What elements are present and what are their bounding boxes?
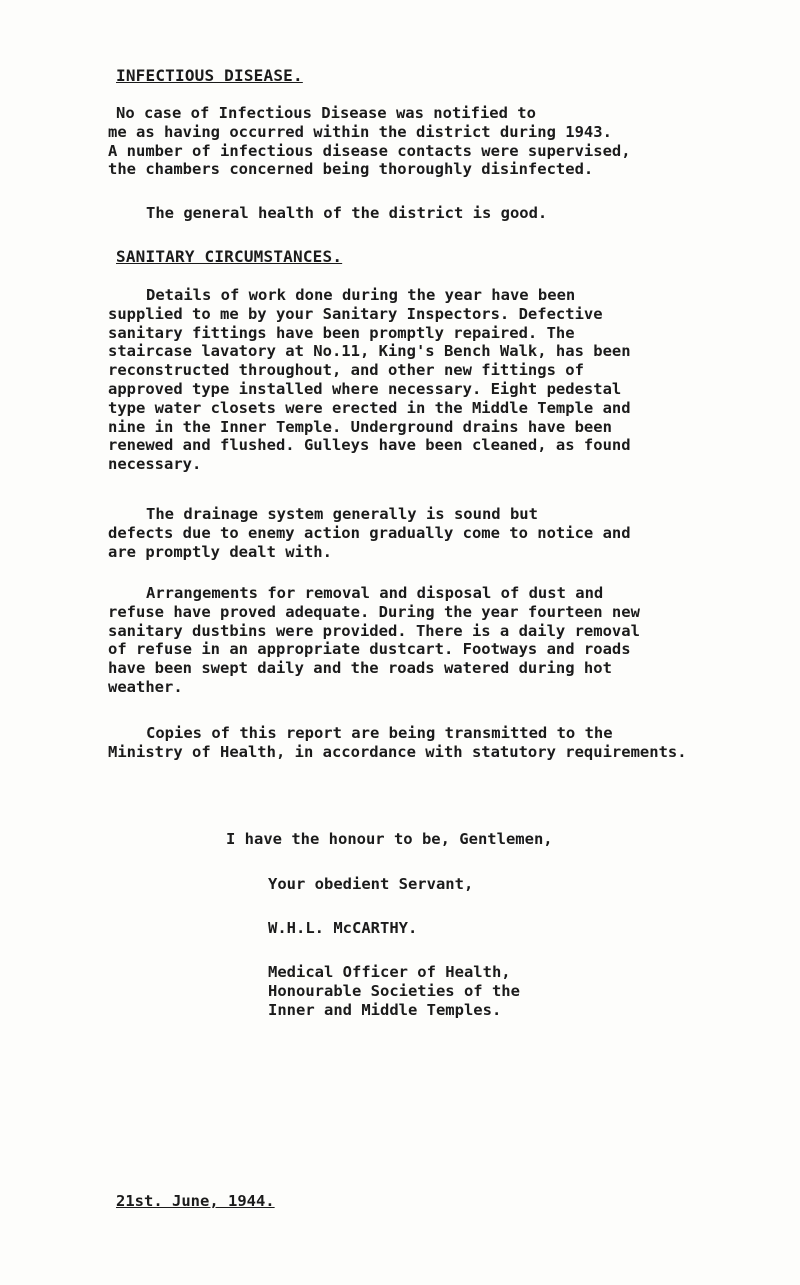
closing-line: I have the honour to be, Gentlemen, bbox=[226, 830, 553, 848]
text-line: weather. bbox=[108, 677, 183, 696]
report-date: 21st. June, 1944. bbox=[116, 1192, 275, 1210]
signatory-name: W.H.L. McCARTHY. bbox=[268, 919, 418, 937]
text-line: Medical Officer of Health, bbox=[268, 963, 511, 981]
obedient-servant-line: Your obedient Servant, bbox=[268, 875, 474, 893]
text-line: Arrangements for removal and disposal of dust and bbox=[146, 584, 604, 602]
text-line: Inner and Middle Temples. bbox=[268, 1000, 502, 1019]
text-line: sanitary fittings have been promptly repaired. The bbox=[108, 323, 575, 342]
text-line: Honourable Societies of the bbox=[268, 981, 520, 1000]
text-line: have been swept daily and the roads watered during hot bbox=[108, 659, 612, 678]
drainage-paragraph bbox=[108, 505, 748, 561]
text-line: of refuse in an appropriate dustcart. Footways and roads bbox=[108, 640, 631, 659]
text-line: refuse have proved adequate. During the year fourteen new bbox=[108, 602, 640, 621]
signatory-title bbox=[268, 963, 520, 1019]
general-health-paragraph: The general health of the district is good. bbox=[146, 204, 548, 222]
text-line: renewed and flushed. Gulleys have been cleaned, as found bbox=[108, 436, 631, 455]
text-line: me as having occurred within the district during 1943. bbox=[108, 122, 612, 141]
text-line: defects due to enemy action gradually come to notice and bbox=[108, 523, 631, 542]
text-line: approved type installed where necessary. Eight pedestal bbox=[108, 379, 622, 398]
text-line: sanitary dustbins were provided. There is a daily removal bbox=[108, 621, 640, 640]
text-line: Copies of this report are being transmitted to the bbox=[146, 724, 613, 742]
text-line: nine in the Inner Temple. Underground drains have been bbox=[108, 417, 612, 436]
text-line: the chambers concerned being thoroughly disinfected. bbox=[108, 160, 594, 179]
text-line: The drainage system generally is sound but bbox=[146, 505, 538, 523]
text-line: supplied to me by your Sanitary Inspectors. Defective bbox=[108, 304, 603, 323]
text-line: Details of work done during the year have been bbox=[146, 286, 576, 304]
sanitary-work-paragraph bbox=[108, 286, 748, 474]
text-line: necessary. bbox=[108, 455, 202, 474]
text-line: A number of infectious disease contacts were supervised, bbox=[108, 141, 631, 160]
infectious-disease-paragraph bbox=[108, 104, 748, 179]
text-line: type water closets were erected in the Middle Temple and bbox=[108, 398, 631, 417]
text-line: are promptly dealt with. bbox=[108, 542, 332, 561]
text-line: Ministry of Health, in accordance with statutory requirements. bbox=[108, 742, 687, 761]
text-line: staircase lavatory at No.11, King's Bench Walk, has been bbox=[108, 342, 631, 361]
text-line: reconstructed throughout, and other new fittings of bbox=[108, 361, 584, 380]
refuse-paragraph bbox=[108, 584, 748, 697]
infectious-disease-heading: INFECTIOUS DISEASE. bbox=[116, 66, 303, 85]
sanitary-circumstances-heading: SANITARY CIRCUMSTANCES. bbox=[116, 247, 343, 266]
copies-paragraph bbox=[108, 724, 788, 762]
text-line: No case of Infectious Disease was notified to bbox=[116, 104, 536, 122]
